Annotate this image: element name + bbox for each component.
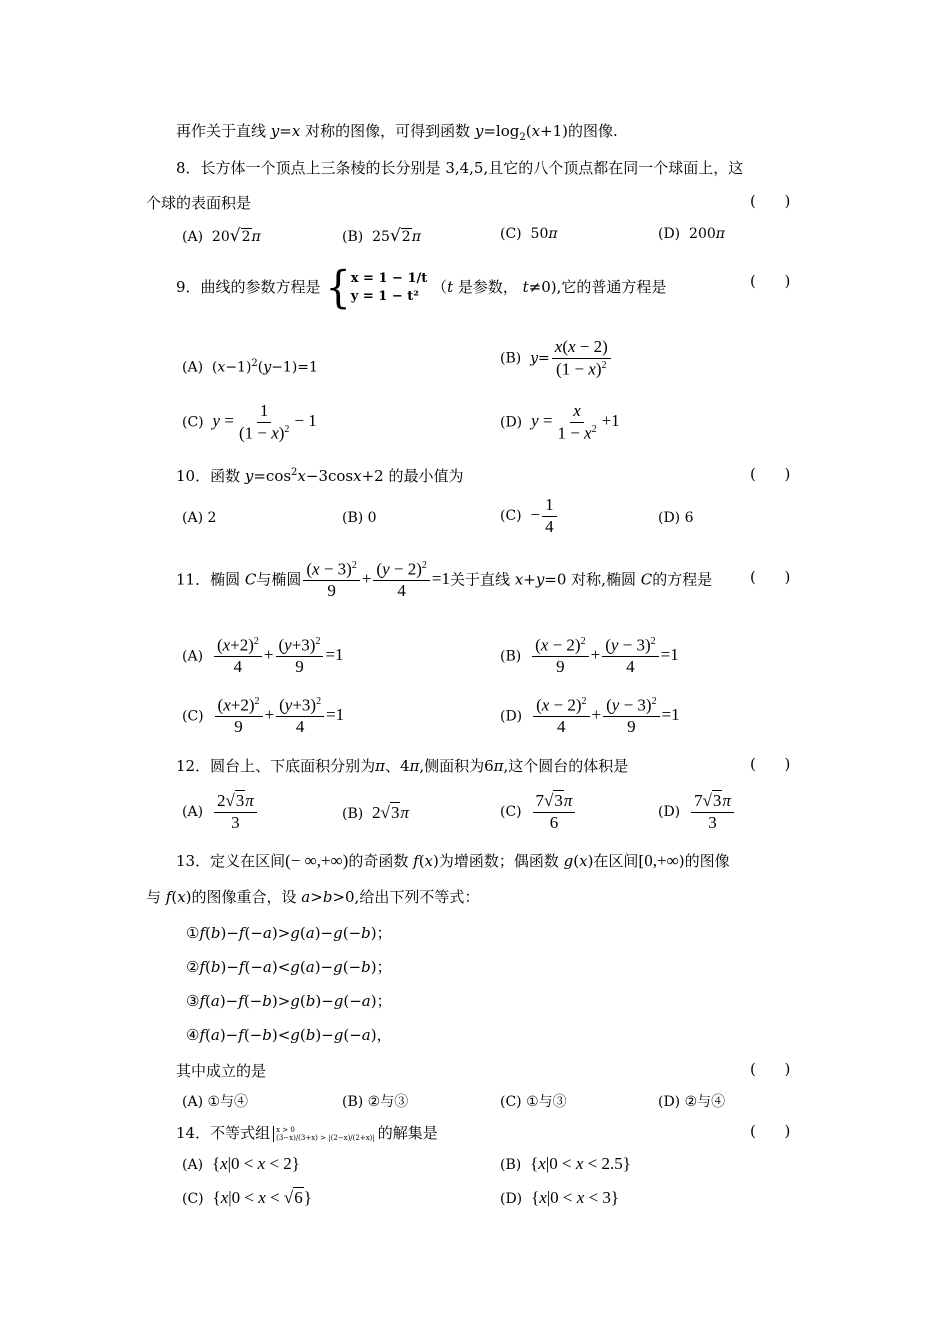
intro-line: 再作关于直线 y=x 对称的图像，可得到函数 $y=\log_2(x+1)$的图像. [176, 122, 618, 143]
q9-option-d: (D) y = $\frac{x}{1 - x^2}$ +1 [500, 401, 620, 443]
q12-option-b: (B) 2√3π [342, 803, 409, 822]
q13-stem-line1: 13．定义在区间(− ∞,+∞)的奇函数 f(x)为增函数；偶函数 g(x)在区间[0,+∞)的图像 [176, 851, 730, 870]
q14-option-d: (D) {x|0 < x < 3} [500, 1188, 620, 1207]
q9-answer-blank: ( ) [750, 272, 791, 290]
q13-ask: 其中成立的是 [176, 1062, 267, 1080]
q8-stem-line2: 个球的表面积是 [146, 194, 252, 212]
q13-inequality-3: ③f(a)−f(−b)>g(b)−g(−a)； [186, 992, 392, 1010]
q13-answer-blank: ( ) [750, 1060, 791, 1078]
q10-stem: 10．函数 $y=\cos^2x-3\cos x+2$ 的最小值为 [176, 467, 464, 485]
q8-option-d: (D) 200π [658, 226, 725, 242]
q13-inequality-4: ④f(a)−f(−b)<g(b)−g(−a)， [186, 1026, 392, 1044]
q9-option-a: (A) $(x-1)^2(y-1)=1$ [182, 358, 318, 376]
q8-option-c: (C) 50π [500, 226, 558, 242]
q8-option-b: (B) 25√2π [342, 226, 421, 246]
q10-answer-blank: ( ) [750, 465, 791, 483]
q8-stem-line1: 8．长方体一个顶点上三条棱的长分别是 3,4,5,且它的八个顶点都在同一个球面上，这 [176, 159, 744, 177]
q13-inequality-2: ②f(b)−f(−a)<g(a)−g(−b)； [186, 958, 392, 976]
q11-option-d: (D) $\frac{(x - 2)^2}{4}$ + $\frac{(y - 3)^2}{9}$ =1 [500, 695, 680, 737]
q11-option-b: (B) $\frac{(x - 2)^2}{9}$ + $\frac{(y - 3)^2}{4}$ =1 [500, 635, 679, 677]
q14-answer-blank: ( ) [750, 1122, 791, 1140]
q13-option-a: (A) ①与④ [182, 1094, 249, 1110]
q12-option-d: (D) $\frac{7√3\pi}{3}$ [658, 792, 736, 832]
q14-option-b: (B) {x|0 < x < 2.5} [500, 1154, 631, 1173]
q14-option-c: (C) {x|0 < x < √6} [182, 1188, 312, 1207]
q8-answer-blank: ( ) [750, 192, 791, 210]
q13-option-d: (D) ②与④ [658, 1094, 726, 1110]
q8-option-a: (A) 20√2π [182, 226, 261, 246]
q9-option-c: (C) y = $\frac{1}{(1 - x)^2}$ − 1 [182, 401, 317, 443]
q14-option-a: (A) {x|0 < x < 2} [182, 1154, 300, 1173]
q9-option-b: (B) y= $\frac{x(x - 2)}{(1 - x)^2}$ [500, 338, 613, 379]
q10-option-a: (A) 2 [182, 510, 217, 526]
q11-stem: 11．椭圆 C与椭圆 $\frac{(x - 3)^2}{9}$ + $\frac{(y - 2)^2}{4}$ =1关于直线 x+y=0 对称,椭圆 C的方程是 [176, 559, 713, 601]
q9-stem: 9．曲线的参数方程是 { x = 1 − 1/t y = 1 − t² （t 是参数， t≠0),它的普通方程是 [176, 262, 667, 314]
q11-option-a: (A) $\frac{(x+2)^2}{4}$ + $\frac{(y+3)^2}{9}$ =1 [182, 635, 344, 677]
q13-option-b: (B) ②与③ [342, 1094, 409, 1110]
q13-stem-line2: 与 f(x)的图像重合，设 a>b>0,给出下列不等式： [146, 888, 480, 906]
q10-option-c: (C) − $\frac{1}{4}$ [500, 496, 559, 536]
q12-option-c: (C) $\frac{7√3\pi}{6}$ [500, 792, 577, 832]
q12-answer-blank: ( ) [750, 755, 791, 773]
q14-stem: 14．不等式组 x > 0 (3−x)/(3+x) > |(2−x)/(2+x)| 的解集是 [176, 1124, 438, 1142]
q13-inequality-1: ①f(b)−f(−a)>g(a)−g(−b)； [186, 924, 392, 942]
q12-option-a: (A) $\frac{2√3\pi}{3}$ [182, 792, 259, 832]
q13-option-c: (C) ①与③ [500, 1094, 567, 1110]
q10-option-b: (B) 0 [342, 510, 377, 526]
q11-option-c: (C) $\frac{(x+2)^2}{9}$ + $\frac{(y+3)^2}{4}$ =1 [182, 695, 345, 737]
q12-stem: 12．圆台上、下底面积分别为π、4π,侧面积为6π,这个圆台的体积是 [176, 757, 629, 775]
q10-option-d: (D) 6 [658, 510, 694, 526]
q11-answer-blank: ( ) [750, 568, 791, 586]
